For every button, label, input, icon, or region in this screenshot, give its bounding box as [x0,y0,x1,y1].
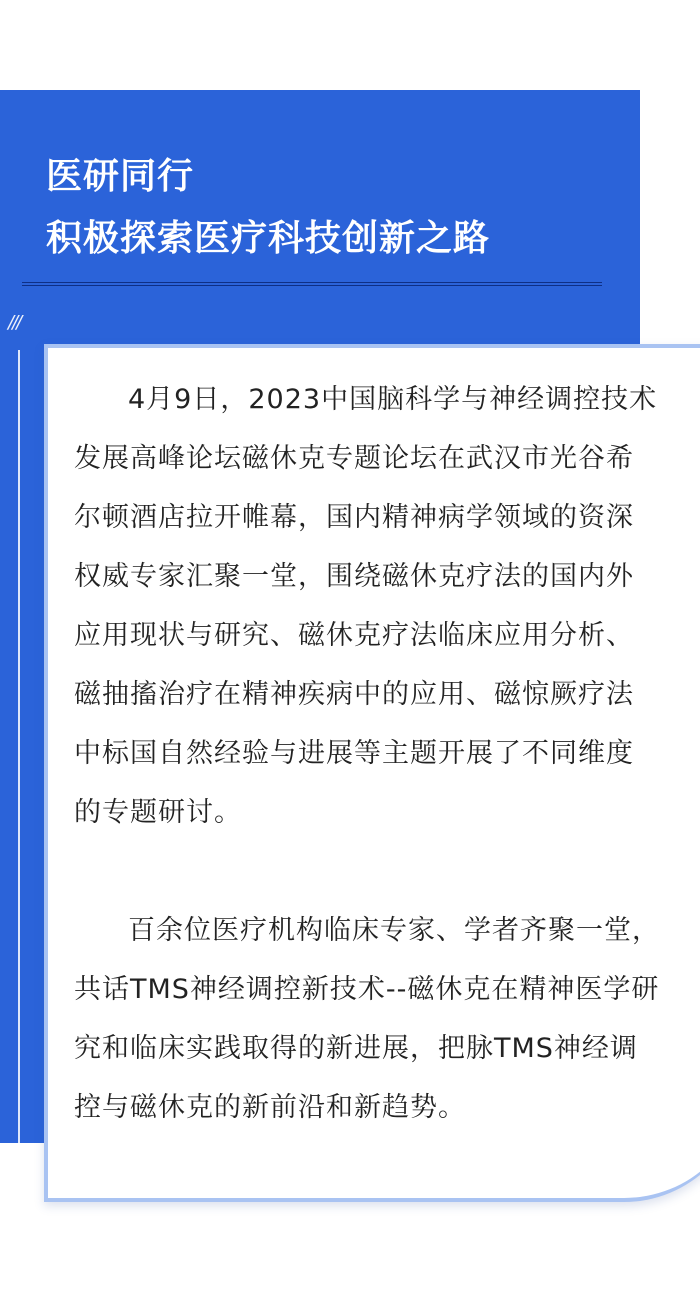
article-content [74,370,660,1137]
left-vertical-line [18,350,20,1143]
title-line-1: 医研同行 [46,156,195,197]
title-line-2: 积极探索医疗科技创新之路 [46,218,491,259]
slash-decoration: /// [8,312,21,333]
article-paragraph-1: 4月9日，2023中国脑科学与神经调控技术发展高峰论坛磁休克专题论坛在武汉市光谷希尔顿酒店拉开帷幕，国内精神病学领域的资深权威专家汇聚一堂，围绕磁休克疗法的国内外应用现状与研究、磁休克疗法临床应用分析、磁抽搐治疗在精神疾病中的应用、磁惊厥疗法中标国自然经验与进展等主题开展了不同维度的专题研讨。 [74,384,658,828]
title-divider [22,282,602,286]
article-paragraph-2: 百余位医疗机构临床专家、学者齐聚一堂，共话TMS神经调控新技术--磁休克在精神医学研究和临床实践取得的新进展，把脉TMS神经调控与磁休克的新前沿和新趋势。 [74,915,660,1123]
page-title [46,146,490,270]
